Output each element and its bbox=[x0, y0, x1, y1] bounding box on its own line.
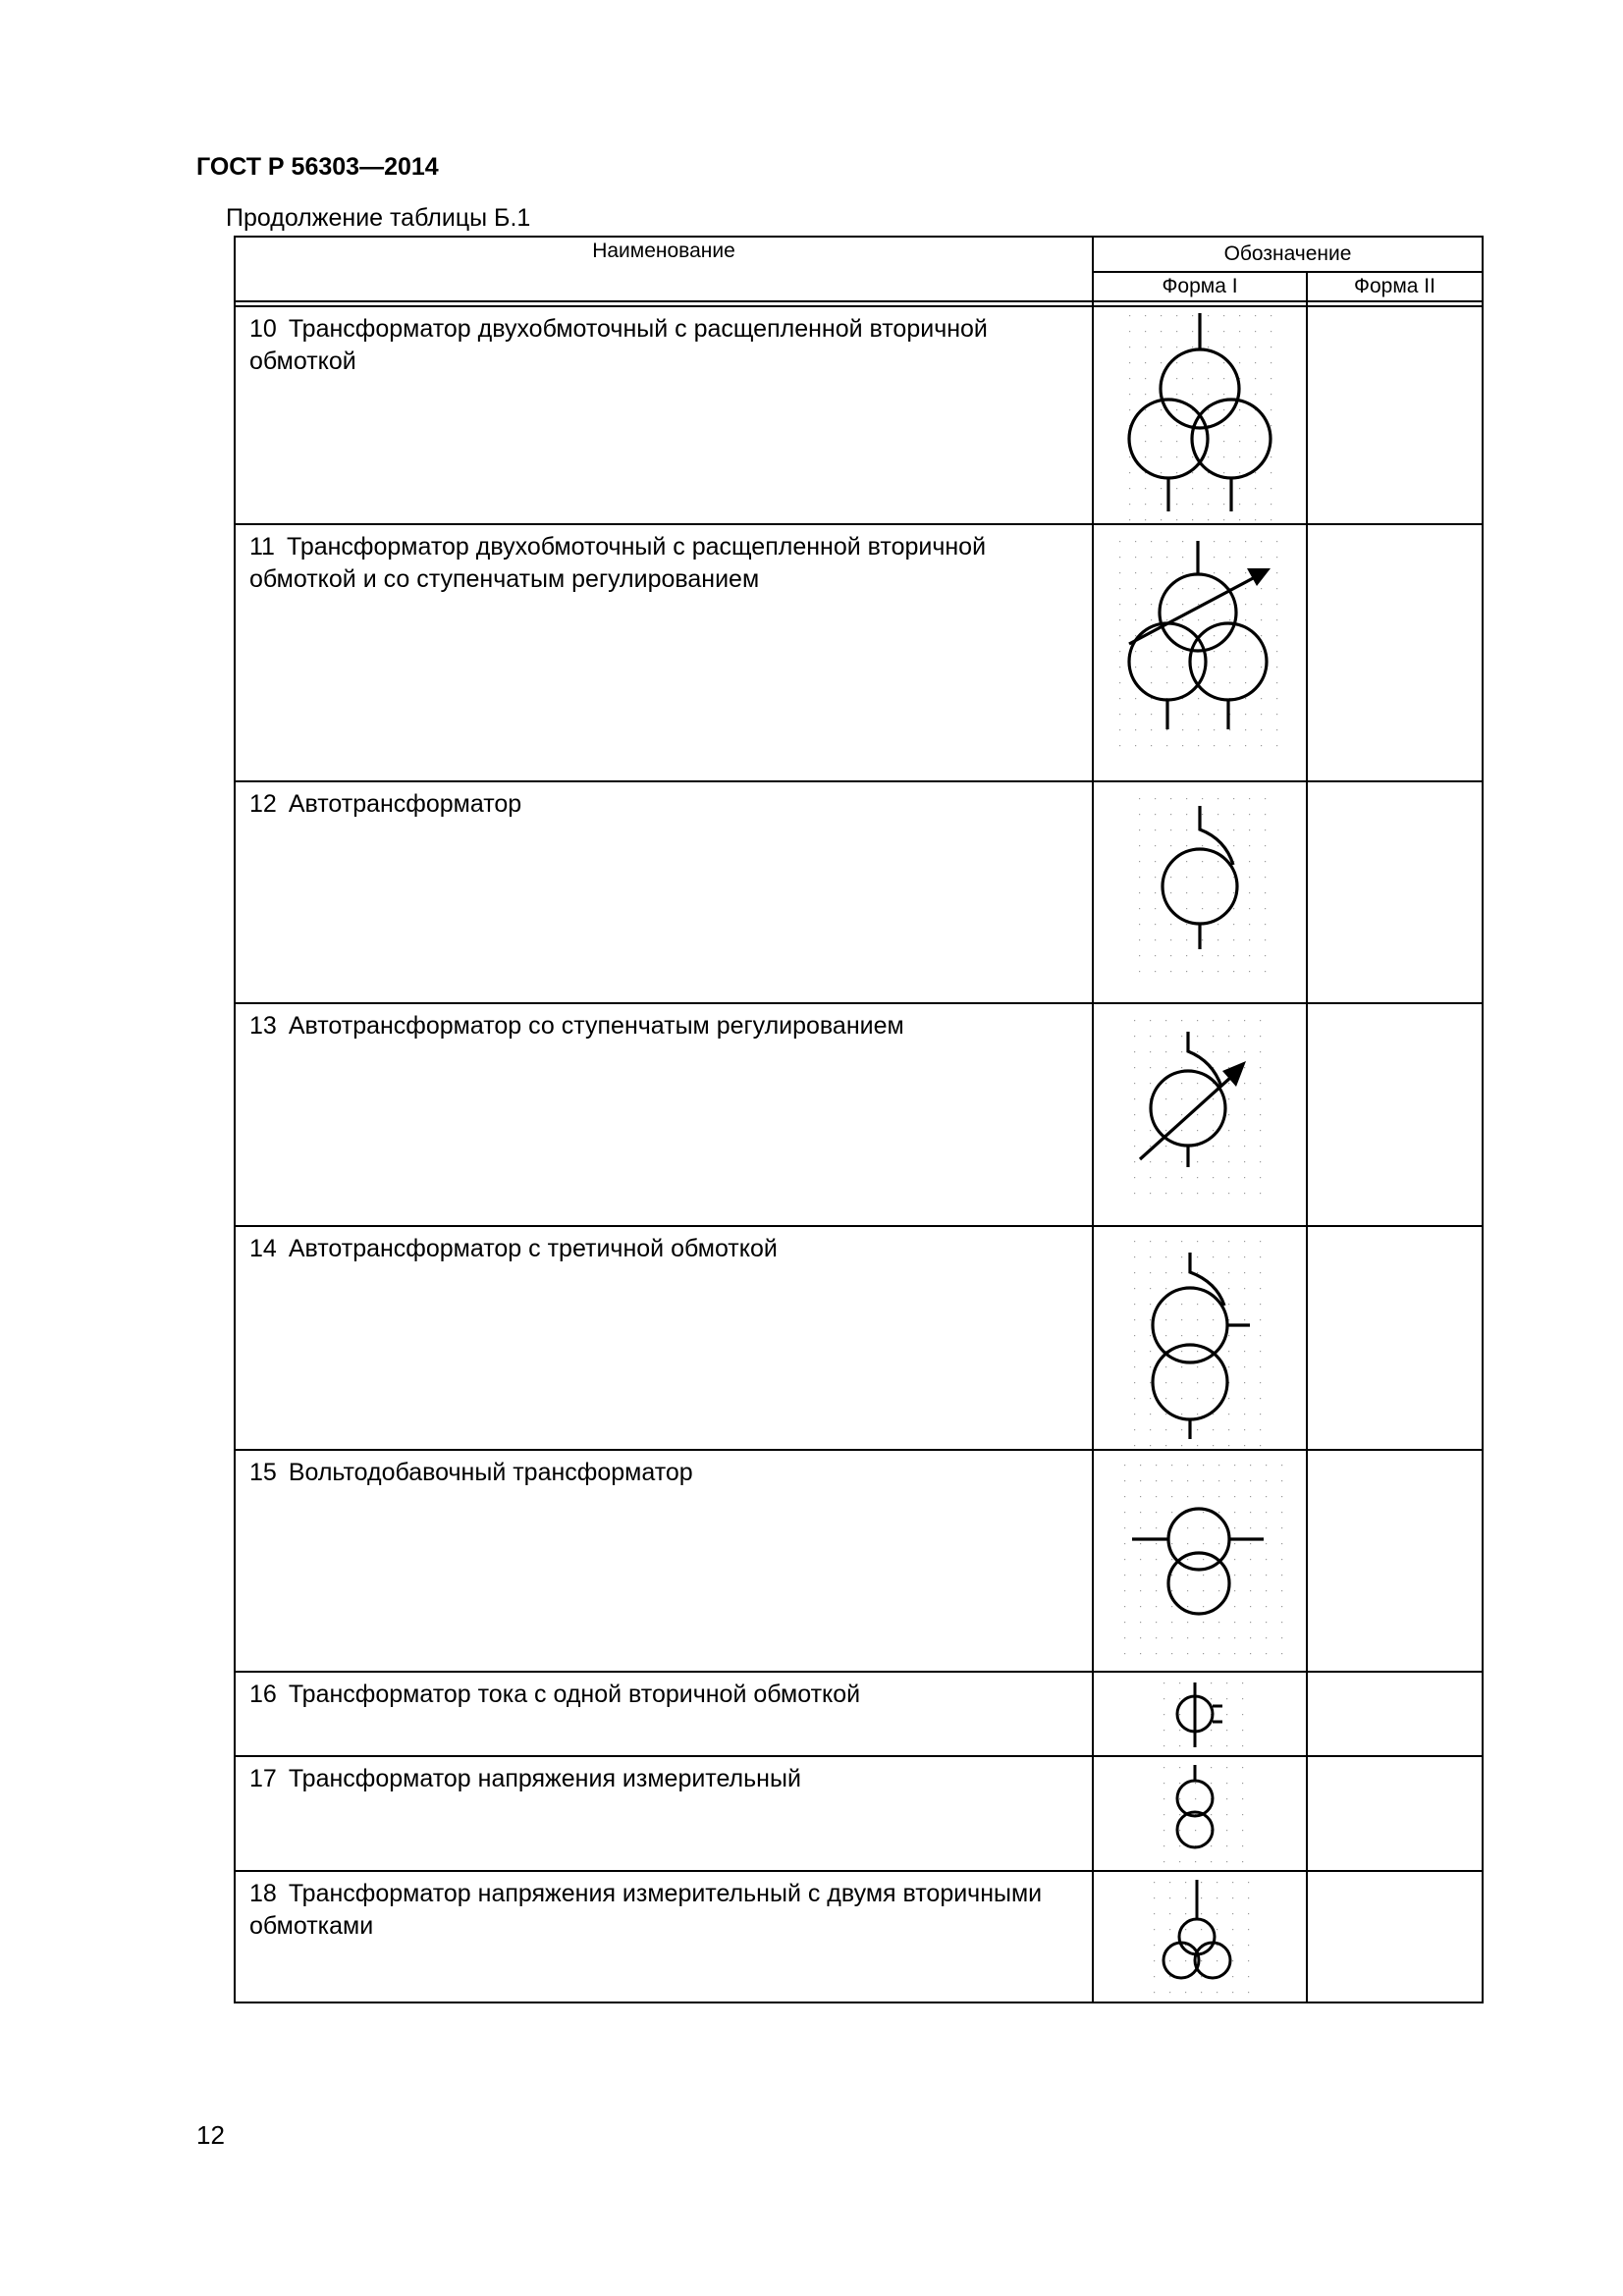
row-number: 13 bbox=[249, 1012, 277, 1040]
row-number: 10 bbox=[249, 315, 277, 343]
row-name: Трансформатор напряжения измерительный с двумя вторичными обмотками bbox=[249, 1880, 1043, 1940]
row-number: 12 bbox=[249, 790, 277, 818]
voltage-transformer-icon bbox=[1156, 1759, 1244, 1869]
row-name-cell bbox=[235, 1226, 1093, 1450]
row-name: Автотрансформатор bbox=[288, 790, 522, 818]
row-number: 16 bbox=[249, 1681, 277, 1708]
document-code: ГОСТ Р 56303—2014 bbox=[196, 153, 439, 181]
form-2-cell bbox=[1307, 1450, 1483, 1672]
header-form-1: Форма I bbox=[1093, 272, 1307, 301]
regulated-autotransformer-icon bbox=[1126, 1012, 1273, 1208]
row-number: 17 bbox=[249, 1765, 277, 1792]
form-2-cell bbox=[1307, 1226, 1483, 1450]
row-number: 11 bbox=[249, 533, 275, 561]
row-number: 18 bbox=[249, 1880, 277, 1907]
header-designation: Обозначение bbox=[1093, 237, 1483, 272]
page-number: 12 bbox=[196, 2120, 225, 2150]
autotransformer-tertiary-icon bbox=[1126, 1233, 1273, 1447]
form-2-cell bbox=[1307, 1871, 1483, 2002]
form-1-cell bbox=[1093, 781, 1307, 1003]
autotransformer-icon bbox=[1131, 790, 1269, 987]
table-row bbox=[235, 781, 1483, 1003]
row-name: Вольтодобавочный трансформатор bbox=[288, 1459, 693, 1486]
row-name-cell bbox=[235, 524, 1093, 781]
split-secondary-regulated-transformer-icon bbox=[1111, 533, 1288, 749]
header-name: Наименование bbox=[235, 237, 1093, 301]
row-name: Трансформатор двухобмоточный с расщепленной вторичной обмоткой и со ступенчатым регулированием bbox=[249, 533, 987, 593]
form-1-cell bbox=[1093, 1756, 1307, 1871]
row-name-cell bbox=[235, 1672, 1093, 1756]
row-name: Трансформатор тока с одной вторичной обмоткой bbox=[288, 1681, 861, 1708]
form-1-cell bbox=[1093, 524, 1307, 781]
row-name: Трансформатор напряжения измерительный bbox=[288, 1765, 801, 1792]
form-1-cell bbox=[1093, 1672, 1307, 1756]
row-name-cell bbox=[235, 1450, 1093, 1672]
row-name-cell bbox=[235, 781, 1093, 1003]
symbols-table bbox=[234, 236, 1484, 2003]
form-2-cell bbox=[1307, 524, 1483, 781]
row-name: Трансформатор двухобмоточный с расщепленной вторичной обмоткой bbox=[249, 315, 988, 375]
form-2-cell bbox=[1307, 781, 1483, 1003]
voltage-transformer-two-secondary-icon bbox=[1146, 1874, 1254, 2000]
row-name-cell bbox=[235, 306, 1093, 524]
row-name: Автотрансформатор со ступенчатым регулированием bbox=[288, 1012, 904, 1040]
table-caption: Продолжение таблицы Б.1 bbox=[226, 204, 531, 232]
table-row bbox=[235, 1450, 1483, 1672]
form-1-cell bbox=[1093, 1003, 1307, 1226]
row-name: Автотрансформатор с третичной обмоткой bbox=[288, 1235, 778, 1262]
row-name-cell bbox=[235, 1756, 1093, 1871]
form-2-cell bbox=[1307, 1003, 1483, 1226]
form-2-cell bbox=[1307, 1756, 1483, 1871]
form-1-cell bbox=[1093, 1450, 1307, 1672]
table-row bbox=[235, 1756, 1483, 1871]
header-form-2: Форма II bbox=[1307, 272, 1483, 301]
form-1-cell bbox=[1093, 1226, 1307, 1450]
form-2-cell bbox=[1307, 306, 1483, 524]
table-row bbox=[235, 306, 1483, 524]
form-1-cell bbox=[1093, 1871, 1307, 2002]
booster-transformer-icon bbox=[1116, 1457, 1283, 1665]
current-transformer-icon bbox=[1156, 1675, 1244, 1753]
table-row bbox=[235, 524, 1483, 781]
form-2-cell bbox=[1307, 1672, 1483, 1756]
table-row bbox=[235, 1226, 1483, 1450]
split-secondary-transformer-icon bbox=[1121, 307, 1278, 521]
form-1-cell bbox=[1093, 306, 1307, 524]
row-number: 15 bbox=[249, 1459, 277, 1486]
row-name-cell bbox=[235, 1003, 1093, 1226]
table-row bbox=[235, 1871, 1483, 2002]
table-row bbox=[235, 1003, 1483, 1226]
row-number: 14 bbox=[249, 1235, 277, 1262]
row-name-cell bbox=[235, 1871, 1093, 2002]
table-row bbox=[235, 1672, 1483, 1756]
